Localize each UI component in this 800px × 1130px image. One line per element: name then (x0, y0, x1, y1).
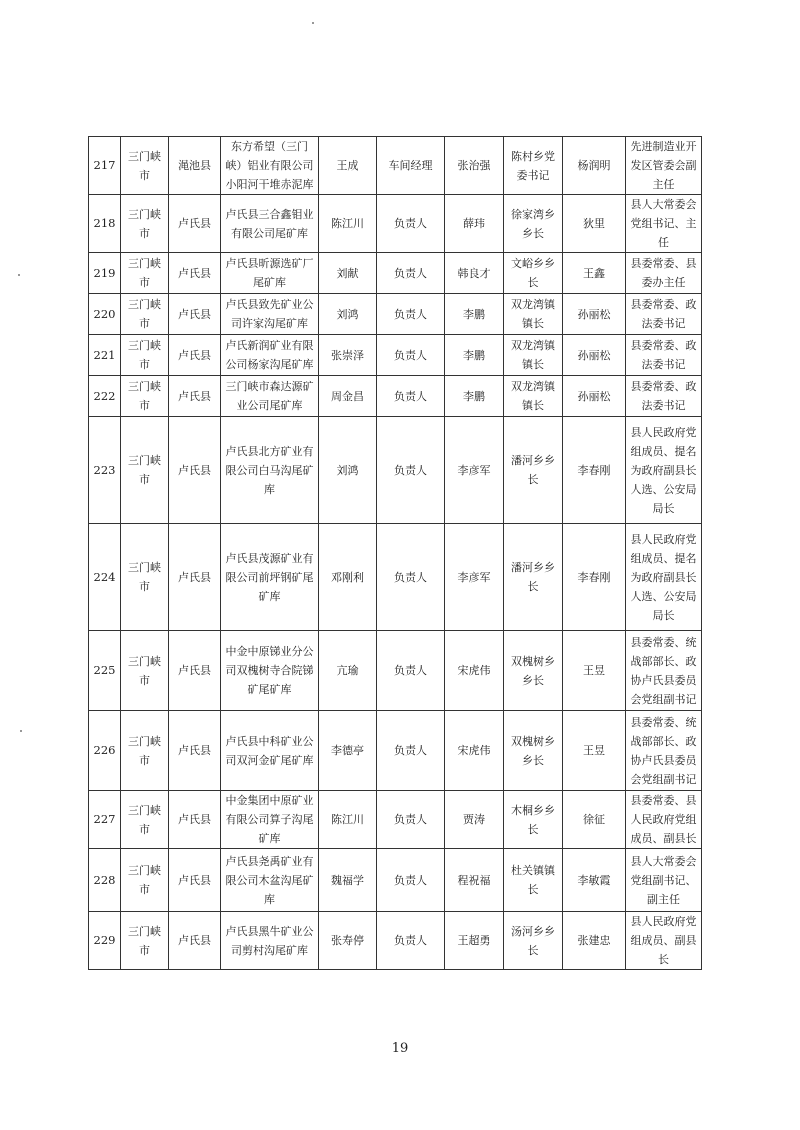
tailings-facility-name: 中金中原锑业分公司双槐树寺合院锑矿尾矿库 (221, 631, 319, 711)
county-official-position: 县人民政府党组成员、副县长 (626, 912, 702, 970)
enterprise-responsible-person: 刘献 (319, 253, 377, 294)
tailings-facility-name: 东方希望（三门峡）铝业有限公司小阳河干堆赤泥库 (221, 137, 319, 195)
tailings-dam-responsibility-table (88, 136, 702, 970)
township-official-name: 李彦军 (445, 417, 504, 524)
township-official-position: 文峪乡乡长 (504, 253, 563, 294)
enterprise-position: 负责人 (377, 912, 445, 970)
tailings-facility-name: 卢氏县北方矿业有限公司白马沟尾矿库 (221, 417, 319, 524)
city-cell: 三门峡市 (121, 912, 169, 970)
scan-speck (312, 22, 314, 24)
enterprise-position: 负责人 (377, 524, 445, 631)
tailings-facility-name: 卢氏县昕源选矿厂尾矿库 (221, 253, 319, 294)
county-official-name: 王鑫 (563, 253, 626, 294)
city-cell: 三门峡市 (121, 294, 169, 335)
city-cell: 三门峡市 (121, 335, 169, 376)
county-official-position: 县委常委、政法委书记 (626, 376, 702, 417)
tailings-facility-name: 卢氏县尧禹矿业有限公司木盆沟尾矿库 (221, 849, 319, 912)
county-official-name: 张建忠 (563, 912, 626, 970)
enterprise-responsible-person: 亢瑜 (319, 631, 377, 711)
row-number: 222 (89, 376, 121, 417)
city-cell: 三门峡市 (121, 195, 169, 253)
row-number: 225 (89, 631, 121, 711)
county-cell: 卢氏县 (169, 253, 221, 294)
county-official-position: 县人大常委会党组书记、主任 (626, 195, 702, 253)
county-official-name: 李春刚 (563, 417, 626, 524)
table-row (89, 849, 702, 912)
table-row (89, 711, 702, 791)
county-official-position: 县委常委、县委办主任 (626, 253, 702, 294)
enterprise-responsible-person: 周金昌 (319, 376, 377, 417)
city-cell: 三门峡市 (121, 711, 169, 791)
township-official-position: 陈村乡党委书记 (504, 137, 563, 195)
enterprise-responsible-person: 李德亭 (319, 711, 377, 791)
county-official-position: 县委常委、统战部部长、政协卢氏县委员会党组副书记 (626, 631, 702, 711)
township-official-position: 双槐树乡乡长 (504, 631, 563, 711)
enterprise-position: 负责人 (377, 849, 445, 912)
row-number: 224 (89, 524, 121, 631)
table-row (89, 376, 702, 417)
township-official-position: 木桐乡乡长 (504, 791, 563, 849)
county-official-position: 先进制造业开发区管委会副主任 (626, 137, 702, 195)
township-official-name: 李彦军 (445, 524, 504, 631)
county-official-position: 县人民政府党组成员、提名为政府副县长人选、公安局局长 (626, 417, 702, 524)
table-body (89, 137, 702, 970)
enterprise-responsible-person: 刘鸿 (319, 417, 377, 524)
scan-speck (20, 730, 22, 732)
county-official-name: 王昱 (563, 711, 626, 791)
county-official-name: 孙丽松 (563, 376, 626, 417)
tailings-facility-name: 卢氏县三合鑫钼业有限公司尾矿库 (221, 195, 319, 253)
table-row (89, 791, 702, 849)
enterprise-position: 负责人 (377, 711, 445, 791)
county-cell: 卢氏县 (169, 711, 221, 791)
city-cell: 三门峡市 (121, 253, 169, 294)
township-official-position: 杜关镇镇长 (504, 849, 563, 912)
enterprise-position: 负责人 (377, 631, 445, 711)
city-cell: 三门峡市 (121, 137, 169, 195)
enterprise-position: 负责人 (377, 253, 445, 294)
row-number: 229 (89, 912, 121, 970)
county-cell: 卢氏县 (169, 376, 221, 417)
row-number: 226 (89, 711, 121, 791)
township-official-name: 李鹏 (445, 335, 504, 376)
table-row (89, 294, 702, 335)
tailings-facility-name: 卢氏县黑牛矿业公司剪村沟尾矿库 (221, 912, 319, 970)
enterprise-responsible-person: 邓刚利 (319, 524, 377, 631)
county-cell: 卢氏县 (169, 335, 221, 376)
enterprise-responsible-person: 陈江川 (319, 195, 377, 253)
tailings-facility-name: 卢氏县中科矿业公司双河金矿尾矿库 (221, 711, 319, 791)
row-number: 223 (89, 417, 121, 524)
county-cell: 卢氏县 (169, 417, 221, 524)
county-cell: 卢氏县 (169, 631, 221, 711)
city-cell: 三门峡市 (121, 417, 169, 524)
county-official-name: 孙丽松 (563, 335, 626, 376)
township-official-name: 宋虎伟 (445, 631, 504, 711)
township-official-name: 李鹏 (445, 294, 504, 335)
tailings-facility-name: 卢氏新润矿业有限公司杨家沟尾矿库 (221, 335, 319, 376)
county-official-name: 李敏霞 (563, 849, 626, 912)
township-official-position: 双龙湾镇镇长 (504, 335, 563, 376)
enterprise-responsible-person: 陈江川 (319, 791, 377, 849)
township-official-position: 潘河乡乡长 (504, 524, 563, 631)
township-official-position: 双龙湾镇镇长 (504, 294, 563, 335)
enterprise-responsible-person: 王成 (319, 137, 377, 195)
enterprise-position: 车间经理 (377, 137, 445, 195)
table-row (89, 137, 702, 195)
row-number: 219 (89, 253, 121, 294)
county-cell: 卢氏县 (169, 195, 221, 253)
enterprise-position: 负责人 (377, 294, 445, 335)
tailings-facility-name: 卢氏县茂源矿业有限公司前坪钢矿尾矿库 (221, 524, 319, 631)
county-official-name: 狄里 (563, 195, 626, 253)
row-number: 217 (89, 137, 121, 195)
enterprise-responsible-person: 张崇泽 (319, 335, 377, 376)
enterprise-responsible-person: 魏福学 (319, 849, 377, 912)
city-cell: 三门峡市 (121, 791, 169, 849)
county-official-name: 徐征 (563, 791, 626, 849)
township-official-position: 双龙湾镇镇长 (504, 376, 563, 417)
city-cell: 三门峡市 (121, 631, 169, 711)
township-official-name: 王超勇 (445, 912, 504, 970)
township-official-name: 李鹏 (445, 376, 504, 417)
row-number: 218 (89, 195, 121, 253)
county-official-position: 县委常委、统战部部长、政协卢氏县委员会党组副书记 (626, 711, 702, 791)
county-cell: 卢氏县 (169, 912, 221, 970)
county-official-name: 杨润明 (563, 137, 626, 195)
county-cell: 卢氏县 (169, 791, 221, 849)
table-row (89, 195, 702, 253)
enterprise-position: 负责人 (377, 417, 445, 524)
scan-speck (18, 274, 20, 276)
row-number: 221 (89, 335, 121, 376)
enterprise-position: 负责人 (377, 791, 445, 849)
table-row (89, 912, 702, 970)
enterprise-responsible-person: 刘鸿 (319, 294, 377, 335)
city-cell: 三门峡市 (121, 524, 169, 631)
city-cell: 三门峡市 (121, 376, 169, 417)
county-cell: 卢氏县 (169, 849, 221, 912)
county-official-position: 县委常委、政法委书记 (626, 335, 702, 376)
tailings-facility-name: 卢氏县致先矿业公司许家沟尾矿库 (221, 294, 319, 335)
township-official-position: 徐家湾乡乡长 (504, 195, 563, 253)
township-official-name: 薛玮 (445, 195, 504, 253)
city-cell: 三门峡市 (121, 849, 169, 912)
county-cell: 卢氏县 (169, 524, 221, 631)
enterprise-responsible-person: 张寿停 (319, 912, 377, 970)
table-row (89, 253, 702, 294)
enterprise-position: 负责人 (377, 195, 445, 253)
county-official-name: 王昱 (563, 631, 626, 711)
county-official-position: 县人民政府党组成员、提名为政府副县长人选、公安局局长 (626, 524, 702, 631)
county-cell: 卢氏县 (169, 294, 221, 335)
tailings-facility-name: 三门峡市森达源矿业公司尾矿库 (221, 376, 319, 417)
enterprise-position: 负责人 (377, 376, 445, 417)
table-row (89, 335, 702, 376)
row-number: 228 (89, 849, 121, 912)
township-official-name: 张治强 (445, 137, 504, 195)
county-official-position: 县委常委、县人民政府党组成员、副县长 (626, 791, 702, 849)
township-official-name: 程祝福 (445, 849, 504, 912)
table-row (89, 524, 702, 631)
row-number: 227 (89, 791, 121, 849)
township-official-name: 韩良才 (445, 253, 504, 294)
enterprise-position: 负责人 (377, 335, 445, 376)
row-number: 220 (89, 294, 121, 335)
county-cell: 渑池县 (169, 137, 221, 195)
county-official-name: 李春刚 (563, 524, 626, 631)
page-number: 19 (391, 1041, 409, 1056)
township-official-name: 贾涛 (445, 791, 504, 849)
township-official-position: 汤河乡乡长 (504, 912, 563, 970)
township-official-position: 双槐树乡乡长 (504, 711, 563, 791)
table-row (89, 631, 702, 711)
township-official-name: 宋虎伟 (445, 711, 504, 791)
table-row (89, 417, 702, 524)
township-official-position: 潘河乡乡长 (504, 417, 563, 524)
county-official-name: 孙丽松 (563, 294, 626, 335)
county-official-position: 县人大常委会党组副书记、副主任 (626, 849, 702, 912)
tailings-facility-name: 中金集团中原矿业有限公司算子沟尾矿库 (221, 791, 319, 849)
county-official-position: 县委常委、政法委书记 (626, 294, 702, 335)
